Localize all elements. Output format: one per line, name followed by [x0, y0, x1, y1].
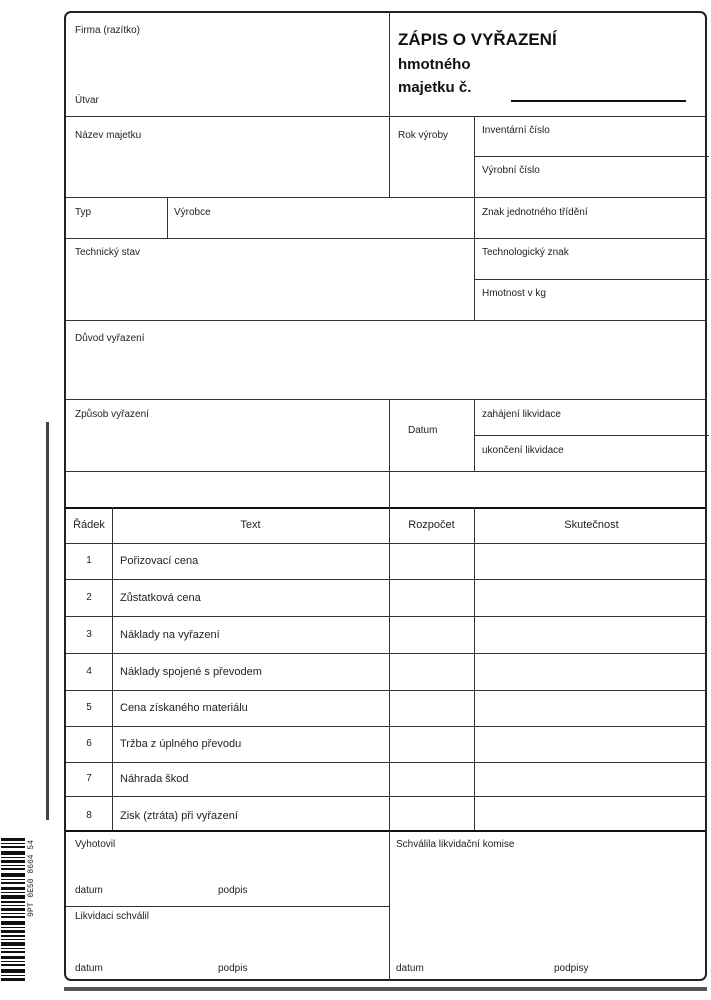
- table-row-number: 7: [86, 773, 92, 784]
- barcode-number: 9PT 0E50 8664 54: [27, 840, 36, 917]
- ukonceni-likvidace-label: ukončení likvidace: [482, 445, 564, 456]
- firma-label: Firma (razítko): [75, 25, 140, 36]
- datum-label: Datum: [408, 425, 438, 436]
- vyrobce-label: Výrobce: [174, 207, 211, 218]
- zahajeni-likvidace-label: zahájení likvidace: [482, 409, 561, 420]
- typ-label: Typ: [75, 207, 92, 218]
- table-row-text: Zisk (ztráta) při vyřazení: [120, 810, 238, 822]
- vyrobni-cislo-label: Výrobní číslo: [482, 165, 540, 176]
- technicky-stav-label: Technický stav: [75, 247, 141, 258]
- record-number-line[interactable]: [511, 100, 686, 102]
- table-row-text: Náklady na vyřazení: [120, 629, 220, 641]
- duvod-vyrazeni-label: Důvod vyřazení: [75, 333, 145, 344]
- table-row-number: 8: [86, 810, 92, 821]
- form-title-line2: hmotného: [398, 56, 471, 73]
- datum-label: datum: [75, 885, 103, 896]
- table-row-text: Náhrada škod: [120, 773, 189, 785]
- table-row-text: Cena získaného materiálu: [120, 702, 248, 714]
- vyhotovil-label: Vyhotovil: [75, 839, 116, 850]
- datum-label: datum: [75, 963, 103, 974]
- table-row-number: 5: [86, 702, 92, 713]
- table-row-number: 2: [86, 592, 92, 603]
- column-header-rozpocet: Rozpočet: [408, 519, 455, 531]
- nazev-majetku-label: Název majetku: [75, 130, 142, 141]
- bottom-rule: [64, 987, 707, 991]
- likvidaci-schvalil-label: Likvidaci schválil: [75, 911, 149, 922]
- table-row-text: Pořizovací cena: [120, 555, 199, 567]
- datum-label: datum: [396, 963, 424, 974]
- table-row-number: 4: [86, 666, 92, 677]
- zpusob-vyrazeni-label: Způsob vyřazení: [75, 409, 149, 420]
- table-row-number: 3: [86, 629, 92, 640]
- table-row-number: 1: [86, 555, 92, 566]
- table-row-text: Tržba z úplného převodu: [120, 738, 242, 750]
- podpis-label: podpis: [218, 885, 248, 896]
- podpisy-label: podpisy: [554, 963, 589, 974]
- disposal-form: [64, 11, 707, 981]
- inventarni-cislo-label: Inventární číslo: [482, 125, 550, 136]
- table-row-number: 6: [86, 738, 92, 749]
- schvalila-komise-label: Schválila likvidační komise: [396, 839, 515, 850]
- table-row-text: Zůstatková cena: [120, 592, 201, 604]
- margin-rule: [46, 422, 49, 820]
- table-row-text: Náklady spojené s převodem: [120, 666, 262, 678]
- znak-trideni-label: Znak jednotného třídění: [482, 207, 588, 218]
- form-title: ZÁPIS O VYŘAZENÍ: [398, 30, 557, 49]
- column-header-skutecnost: Skutečnost: [564, 519, 619, 531]
- utvar-label: Útvar: [75, 95, 99, 106]
- podpis-label: podpis: [218, 963, 248, 974]
- column-header-radek: Řádek: [73, 519, 105, 531]
- hmotnost-label: Hmotnost v kg: [482, 288, 546, 299]
- rok-vyroby-label: Rok výroby: [398, 130, 449, 141]
- barcode-icon: [0, 838, 26, 983]
- technologicky-znak-label: Technologický znak: [482, 247, 569, 258]
- column-header-text: Text: [240, 519, 261, 531]
- form-title-line3: majetku č.: [398, 79, 472, 96]
